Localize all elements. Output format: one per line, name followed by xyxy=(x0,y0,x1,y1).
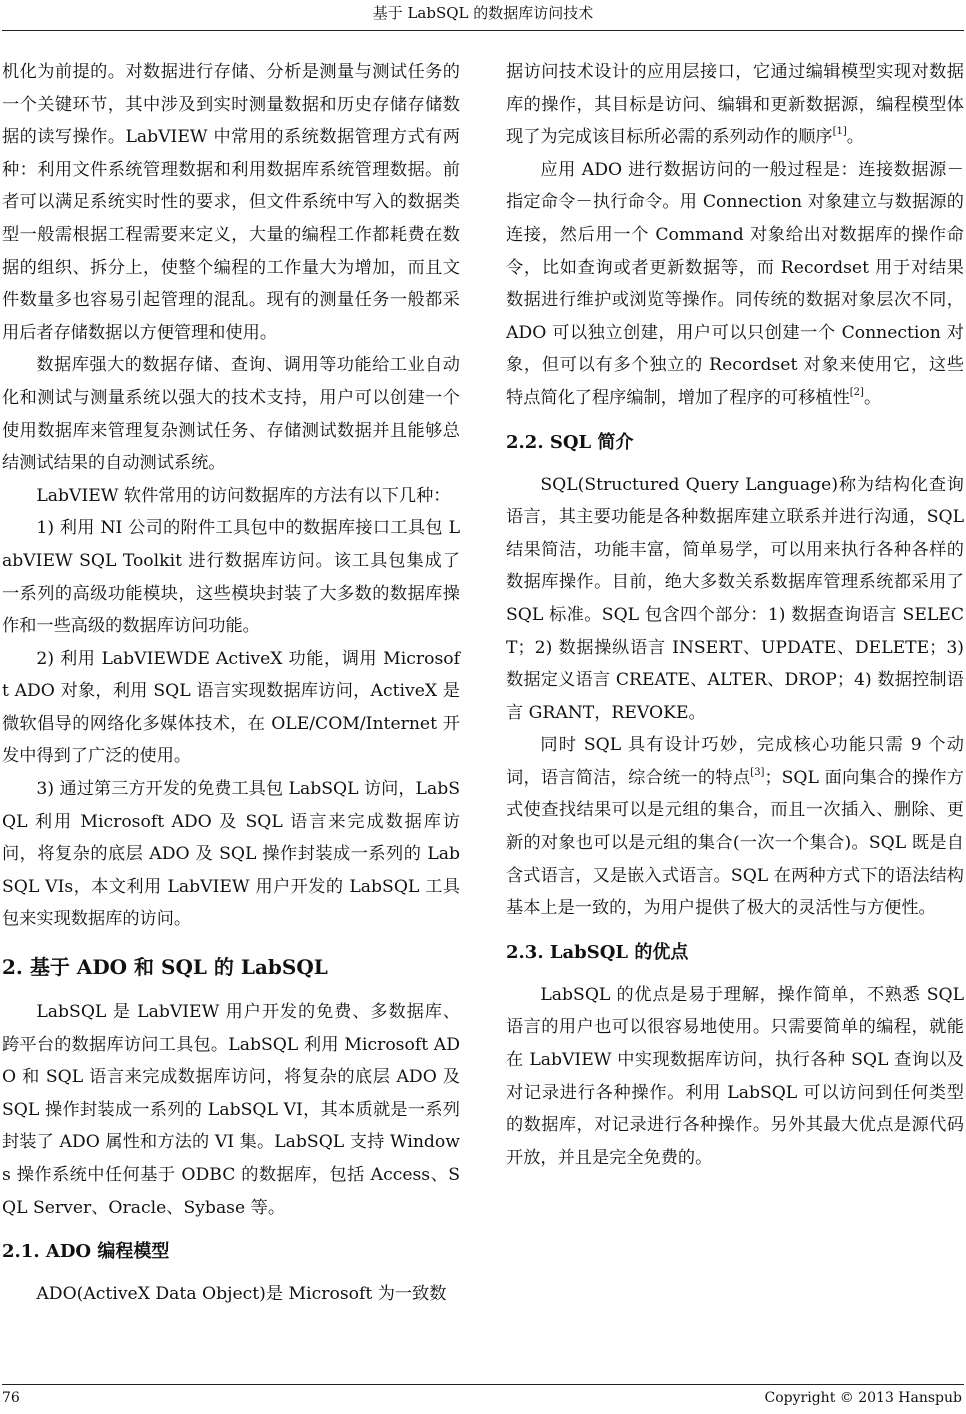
citation-ref-2: [2] xyxy=(849,386,864,398)
page-number: 76 xyxy=(2,1390,20,1406)
right-paragraph-1-end: 。 xyxy=(846,127,864,148)
right-paragraph-4 xyxy=(506,729,964,925)
section-2-2-heading: 2.2. SQL 简介 xyxy=(506,431,634,453)
section-2-heading: 2. 基于 ADO 和 SQL 的 LabSQL xyxy=(2,955,328,980)
left-paragraph-7: LabSQL 是 LabVIEW 用户开发的免费、多数据库、跨平台的数据库访问工具包。LabSQL 利用 Microsoft ADO 和 SQL 语言来完成数据库访问，将复杂的底层 ADO 及 SQL 操作封装成一系列的 LabSQL VI，其本质就是一系列封装了 ADO 属性和方法的 VI 集。LabSQL 支持 Windows 操作系统中任何基于 ODBC 的数据库，包括 Access、SQL Server、Oracle、Sybase 等。 xyxy=(2,1002,460,1218)
left-paragraph-6: 3) 通过第三方开发的免费工具包 LabSQL 访问，LabSQL 利用 Microsoft ADO 及 SQL 语言来完成数据库访问，将复杂的底层 ADO 及 SQL 操作封装成一系列的 LabSQL VIs，本文利用 LabVIEW 用户开发的 LabSQL 工具包来实现数据库的访问。 xyxy=(2,779,460,930)
citation-ref-1: [1] xyxy=(832,126,847,138)
footer-rule xyxy=(2,1384,964,1385)
left-paragraph-8: ADO(ActiveX Data Object)是 Microsoft 为一致数 xyxy=(36,1284,447,1305)
right-paragraph-1-text: 据访问技术设计的应用层接口，它通过编辑模型实现对数据库的操作，其目标是访问、编辑和更新数据源，编程模型体现了为完成该目标所必需的系列动作的顺序 xyxy=(506,62,964,148)
left-paragraph-1: 机化为前提的。对数据进行存储、分析是测量与测试任务的一个关键环节，其中涉及到实时测量数据和历史存储存储数据的读写操作。LabVIEW 中常用的系统数据管理方式有两种：利用文件系统管理数据和利用数据库系统管理数据。前者可以满足系统实时性的要求，但文件系统中写入的数据类型一般需根据工程需要来定义，大量的编程工作都耗费在数据的组织、拆分上，使整个编程的工作量大为增加，而且文件数量多也容易引起管理的混乱。现有的测量任务一般都采用后者存储数据以方便管理和使用。 xyxy=(2,62,460,343)
left-paragraph-5: 2) 利用 LabVIEWDE ActiveX 功能，调用 Microsoft ADO 对象，利用 SQL 语言实现数据库访问，ActiveX 是微软倡导的网络化多媒体技术，在 OLE/COM/Internet 开发中得到了广泛的使用。 xyxy=(2,648,460,767)
right-paragraph-4-text: 同时 SQL 具有设计巧妙，完成核心功能只需 9 个动词，语言简洁，综合统一的特点 xyxy=(506,735,964,788)
running-header-title: 基于 LabSQL 的数据库访问技术 xyxy=(372,4,594,22)
right-paragraph-2 xyxy=(506,154,964,415)
right-column xyxy=(506,56,964,1174)
left-column xyxy=(2,56,460,1311)
left-paragraph-2: 数据库强大的数据存储、查询、调用等功能给工业自动化和测试与测量系统以强大的技术支持，用户可以创建一个使用数据库来管理复杂测试任务、存储测试数据并且能够总结测试结果的自动测试系统。 xyxy=(2,355,460,474)
citation-ref-3: [3] xyxy=(750,766,765,778)
right-paragraph-3: SQL(Structured Query Language)称为结构化查询语言，其主要功能是各种数据库建立联系并进行沟通，SQL 结果简洁，功能丰富，简单易学，可以用来执行各种各样的数据库操作。目前，绝大多数关系数据库管理系统都采用了 SQL 标准。SQL 包含四个部分：1) 数据查询语言 SELECT；2) 数据操纵语言 INSERT、UPDATE、DELETE；3) 数据定义语言 CREATE、ALTER、DROP；4) 数据控制语言 GRANT，REVOKE。 xyxy=(506,474,964,723)
right-paragraph-4-end: ；SQL 面向集合的操作方式使查找结果可以是元组的集合，而且一次插入、删除、更新的对象也可以是元组的集合(一次一个集合)。SQL 既是自含式语言，又是嵌入式语言。SQL 在两种方式下的语法结构基本上是一致的，为用户提供了极大的灵活性与方便性。 xyxy=(506,767,964,919)
copyright-notice: Copyright © 2013 Hanspub xyxy=(764,1390,962,1406)
right-paragraph-1 xyxy=(506,56,964,154)
right-paragraph-2-end: 。 xyxy=(863,387,882,408)
right-paragraph-2-text: 应用 ADO 进行数据访问的一般过程是：连接数据源－指定命令－执行命令。用 Connection 对象建立与数据源的连接，然后用一个 Command 对象给出对数据库的操作命令，比如查询或者更新数据等，而 Recordset 用于对结果数据进行维护或浏览等操作。同传统的数据对象层次不同，ADO 可以独立创建，用户可以只创建一个 Connection 对象，但可以有多个独立的 Recordset 对象来使用它，这些特点简化了程序编制，增加了程序的可移植性 xyxy=(506,159,964,408)
left-paragraph-3: LabVIEW 软件常用的访问数据库的方法有以下几种： xyxy=(36,485,451,506)
header-rule xyxy=(2,30,964,31)
section-2-1-heading: 2.1. ADO 编程模型 xyxy=(2,1241,170,1263)
left-paragraph-4: 1) 利用 NI 公司的附件工具包中的数据库接口工具包 LabVIEW SQL Toolkit 进行数据库访问。该工具包集成了一系列的高级功能模块，这些模块封装了大多数的数据库操作和一些高级的数据库访问功能。 xyxy=(2,518,460,637)
section-2-3-heading: 2.3. LabSQL 的优点 xyxy=(506,941,689,963)
right-paragraph-5: LabSQL 的优点是易于理解，操作简单，不熟悉 SQL 语言的用户也可以很容易地使用。只需要简单的编程，就能在 LabVIEW 中实现数据库访问，执行各种 SQL 查询以及对记录进行各种操作。利用 LabSQL 可以访问到任何类型的数据库，对记录进行各种操作。另外其最大优点是源代码开放，并且是完全免费的。 xyxy=(506,984,964,1168)
